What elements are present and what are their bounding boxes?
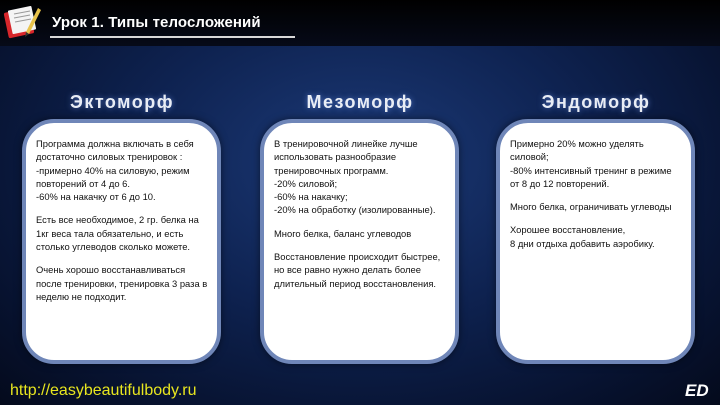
card-ectomorph xyxy=(22,119,221,364)
card-paragraph: Программа должна включать в себя достаточно силовых тренировок : -примерно 40% на силовую, режим повторений от 4 до 6. -60% на накачку от 6 до 10. xyxy=(36,138,194,203)
card-paragraph: Хорошее восстановление, 8 дни отдыха добавить аэробику. xyxy=(510,224,655,249)
card-paragraph: Есть все необходимое, 2 гр. белка на 1кг веса тала обязательно, и есть столько углеводов сколько можете. xyxy=(36,214,199,253)
footer-url-link[interactable]: http://easybeautifulbody.ru xyxy=(10,382,197,399)
notebook-pencil-icon xyxy=(2,2,42,42)
heading-ectomorph: Эктоморф xyxy=(70,92,174,112)
card-endomorph xyxy=(496,119,695,364)
brand-logo xyxy=(684,378,714,400)
card-paragraph: Восстановление происходит быстрее, но все равно нужно делать более длительный период восстановления. xyxy=(274,251,441,289)
card-paragraph: Примерно 20% можно уделять силовой; -80% интенсивный тренинг в режиме от 8 до 12 повторений. xyxy=(510,138,672,189)
title-underline xyxy=(50,36,295,38)
lesson-title: Урок 1. Типы телосложений xyxy=(52,14,261,31)
heading-endomorph: Эндоморф xyxy=(541,92,651,112)
card-paragraph: Много белка, баланс углеводов xyxy=(274,227,412,239)
card-mesomorph xyxy=(260,119,459,364)
brand-logo-text: ED xyxy=(685,381,709,400)
heading-mesomorph: Мезоморф xyxy=(306,92,414,112)
card-paragraph: Очень хорошо восстанавливаться после тренировки, тренировка 3 раза в неделю не подходит. xyxy=(36,264,208,302)
card-paragraph: В тренировочной линейке лучше использовать разнообразие тренировочных программ. -20% силовой; -60% на накачку; -20% на обработку (изолированные). xyxy=(274,138,436,216)
card-paragraph: Много белка, ограничивать углеводы xyxy=(510,201,672,213)
